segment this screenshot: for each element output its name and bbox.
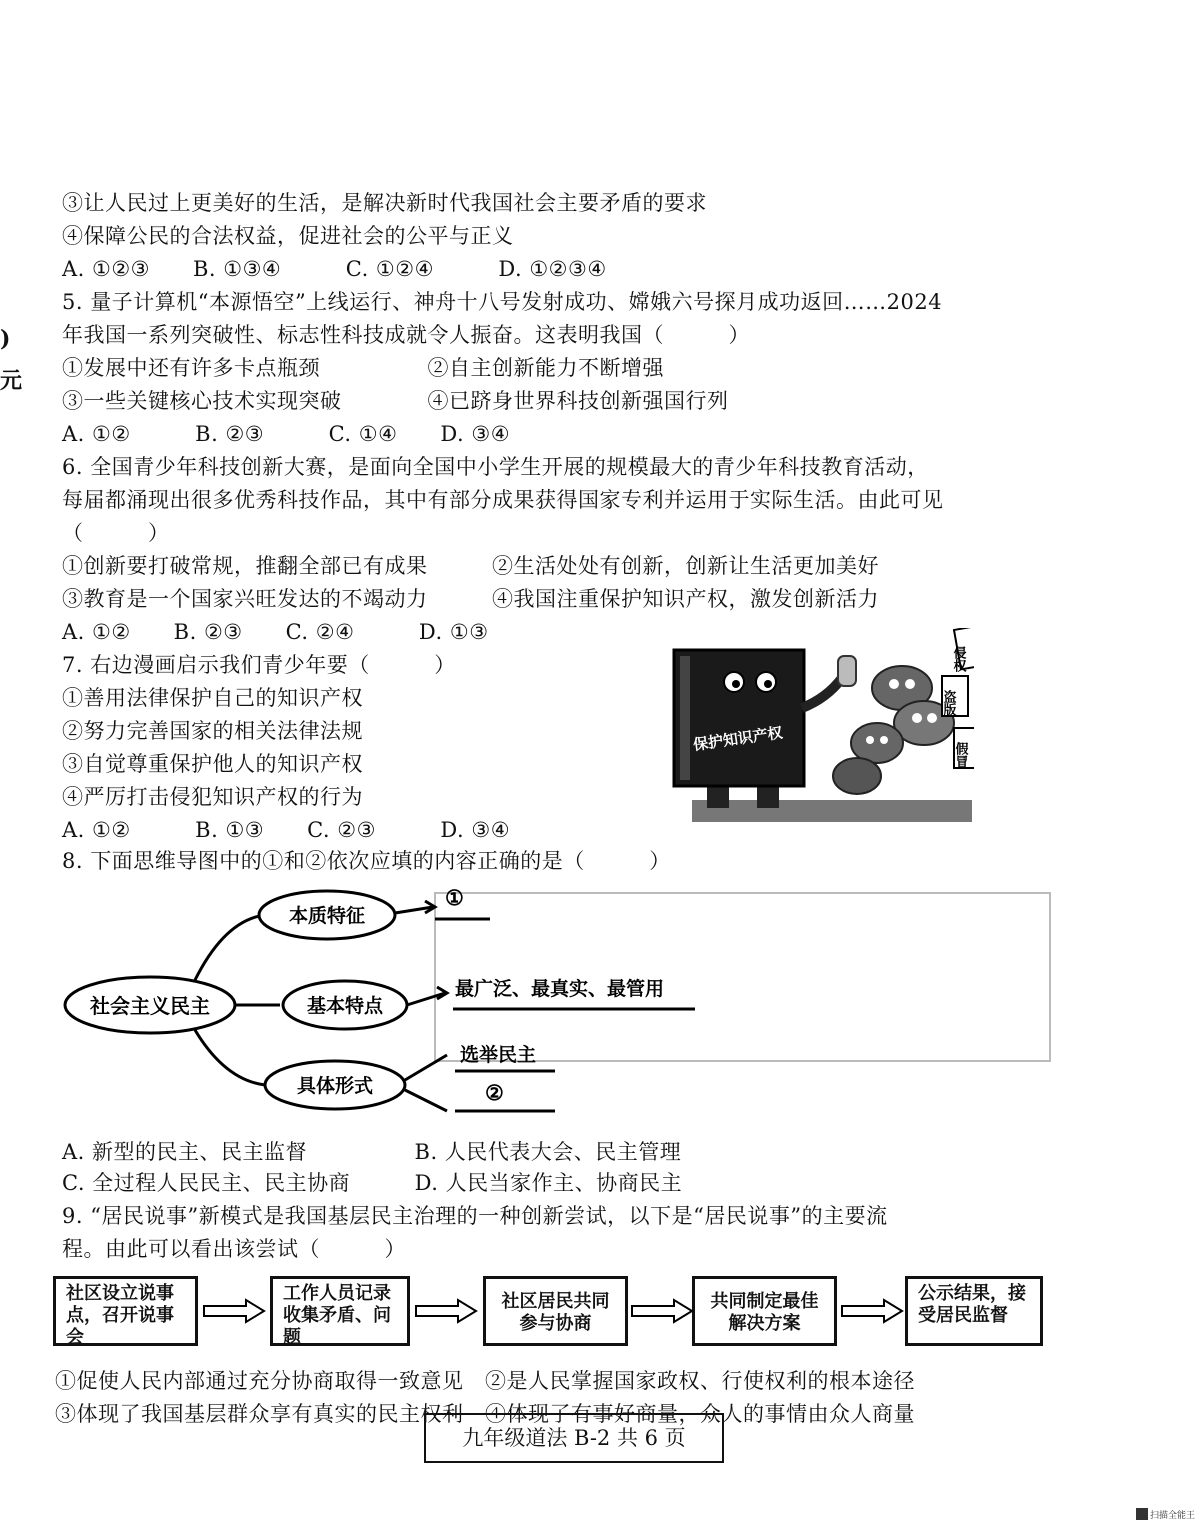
option-3-q4: ③让人民过上更美好的生活，是解决新时代我国社会主要矛盾的要求: [62, 191, 707, 215]
democracy-mind-map: [55, 875, 1065, 1125]
choices-q5: A. ①② B. ②③ C. ①④ D. ③④: [62, 422, 511, 446]
choices-q8-row-2: C. 全过程人民民主、民主协商 D. 人民当家作主、协商民主: [62, 1171, 683, 1195]
option-3-q7: ③自觉尊重保护他人的知识产权: [62, 752, 363, 776]
flow-step-1: 社区设立说事点，召开说事会: [53, 1276, 198, 1346]
scanner-watermark: 扫描全能王: [1150, 1511, 1196, 1521]
page-footer: 九年级道法 B-2 共 6 页: [424, 1413, 724, 1463]
choices-q8-row-1: A. 新型的民主、民主监督 B. 人民代表大会、民主管理: [62, 1140, 682, 1164]
option-4-q4: ④保障公民的合法权益，促进社会的公平与正义: [62, 224, 514, 248]
options-q5-row-2: ③一些关键核心技术实现突破 ④已跻身世界科技创新强国行列: [62, 389, 729, 413]
ip-protection-comic: [662, 628, 974, 824]
comic-tag-counterfeit: 假冒: [952, 742, 968, 768]
options-q5-row-1: ①发展中还有许多卡点瓶颈 ②自主创新能力不断增强: [62, 356, 664, 380]
flow-arrow-icon: [840, 1298, 904, 1324]
flow-step-5: 公示结果，接受居民监督: [905, 1276, 1043, 1346]
options-q6-row-1: ①创新要打破常规，推翻全部已有成果 ②生活处处有创新，创新让生活更加美好: [62, 554, 879, 578]
flow-step-4: 共同制定最佳解决方案: [692, 1276, 837, 1346]
comic-book-label: 保护知识产权: [692, 723, 784, 754]
flow-step-2: 工作人员记录收集矛盾、问题: [270, 1276, 410, 1346]
mindmap-root: 社会主义民主: [90, 994, 210, 1018]
question-7: 7. 右边漫画启示我们青少年要（ ）: [62, 653, 456, 677]
question-6-line-1: 6. 全国青少年科技创新大赛，是面向全国中小学生开展的规模最大的青少年科技教育活动，: [62, 455, 929, 479]
choices-q7: A. ①② B. ①③ C. ②③ D. ③④: [62, 818, 511, 842]
svg-text:具体形式: 具体形式: [296, 1075, 374, 1097]
choices-q4: A. ①②③ B. ①③④ C. ①②④ D. ①②③④: [62, 257, 607, 281]
question-9-line-1: 9. “居民说事”新模式是我国基层民主治理的一种创新尝试，以下是“居民说事”的主要流: [62, 1204, 888, 1228]
options-q9-row-1: ①促使人民内部通过充分协商取得一致意见 ②是人民掌握国家政权、行使权利的根本途径: [55, 1369, 915, 1393]
options-q9-row-2: ③体现了我国基层群众享有真实的民主权利 ④体现了有事好商量，众人的事情由众人商量: [55, 1402, 915, 1426]
basic-feature-text: 最广泛、最真实、最管用: [455, 978, 665, 1000]
question-5-line-2: 年我国一系列突破性、标志性科技成就令人振奋。这表明我国（ ）: [62, 323, 750, 347]
margin-mark: ): [0, 326, 11, 352]
branch-basic-feature: [283, 981, 407, 1029]
question-6-line-2: 每届都涌现出很多优秀科技作品，其中有部分成果获得国家专利并运用于实际生活。由此可见: [62, 488, 944, 512]
question-8: 8. 下面思维导图中的①和②依次应填的内容正确的是（ ）: [62, 849, 671, 873]
branch-essential-feature: [259, 891, 395, 939]
flow-arrow-icon: [630, 1298, 694, 1324]
question-5-line-1: 5. 量子计算机“本源悟空”上线运行、神舟十八号发射成功、嫦娥六号探月成功返回……2024: [62, 290, 943, 314]
flow-step-3: 社区居民共同参与协商: [483, 1276, 628, 1346]
svg-text:基本特点: 基本特点: [306, 995, 384, 1017]
margin-mark: 元: [0, 368, 23, 394]
form-election-democracy: 选举民主: [460, 1044, 537, 1066]
flow-arrow-icon: [202, 1298, 266, 1324]
option-4-q7: ④严厉打击侵犯知识产权的行为: [62, 785, 363, 809]
question-9-line-2: 程。由此可以看出该尝试（ ）: [62, 1237, 406, 1261]
svg-text:本质特征: 本质特征: [288, 905, 366, 927]
comic-tag-infringement: 侵权: [950, 646, 966, 672]
options-q6-row-2: ③教育是一个国家兴旺发达的不竭动力 ④我国注重保护知识产权，激发创新活力: [62, 587, 879, 611]
blank-2-label: ②: [485, 1080, 504, 1105]
option-2-q7: ②努力完善国家的相关法律法规: [62, 719, 363, 743]
blank-1-label: ①: [445, 885, 464, 910]
qr-icon: [1136, 1508, 1148, 1520]
branch-specific-form: [265, 1061, 405, 1109]
flow-arrow-icon: [414, 1298, 478, 1324]
choices-q6: A. ①② B. ②③ C. ②④ D. ①③: [62, 620, 489, 644]
question-6-line-3: （ ）: [62, 521, 170, 545]
comic-tag-piracy: 盗版: [940, 690, 956, 716]
option-1-q7: ①善用法律保护自己的知识产权: [62, 686, 363, 710]
